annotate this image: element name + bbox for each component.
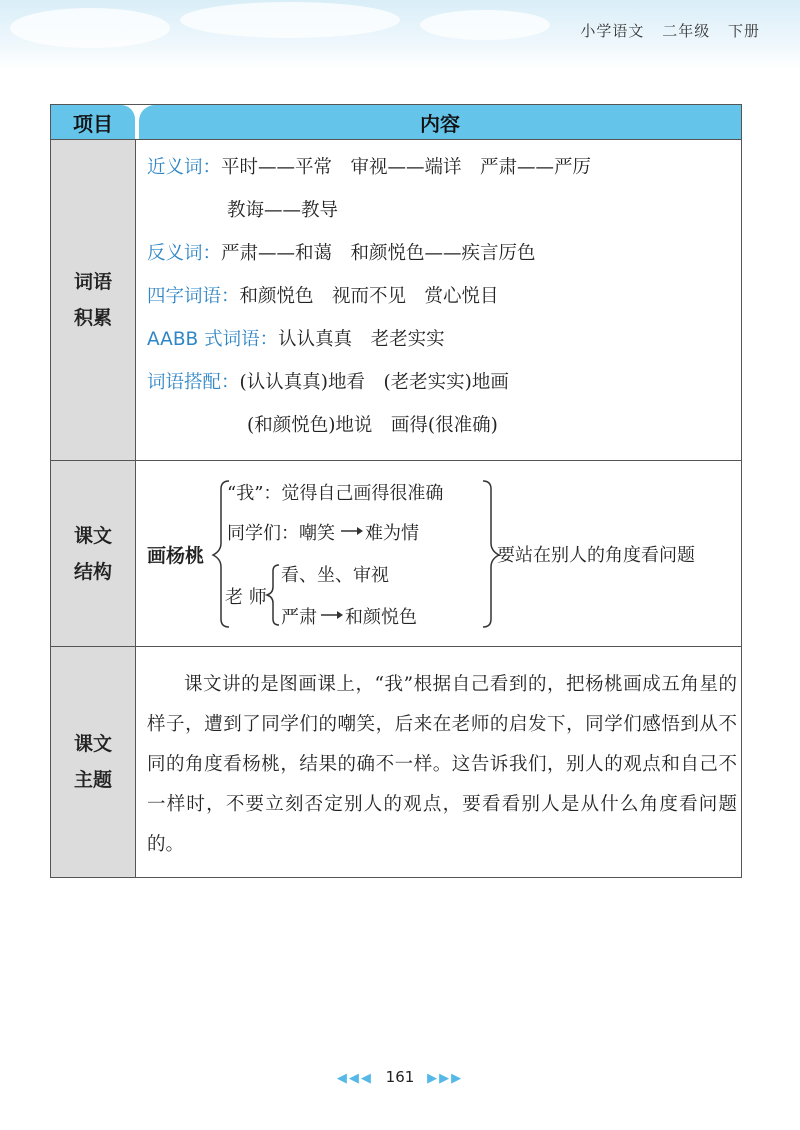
antonyms-label: 反义词 [147,243,203,264]
synonyms-text: 平时——平常 审视——端详 严肃——严厉 [221,157,592,178]
synonyms-line: 近义词：平时——平常 审视——端详 严肃——严厉 [147,157,592,178]
structure-teacher-from: 严肃 [281,607,317,628]
structure-conclusion: 要站在别人的角度看问题 [497,545,695,566]
header-subject: 小学语文 [580,22,645,40]
page-footer [0,1068,800,1086]
aabb-text: 认认真真 老老实实 [278,329,445,350]
row-label-theme-1: 课文 [73,733,112,755]
idioms-text: 和颜悦色 视而不见 赏心悦目 [239,286,499,307]
right-arrows-icon: ▶▶▶ [427,1071,464,1086]
page-number: 161 [385,1068,415,1086]
structure-teacher-to: 和颜悦色 [345,607,417,628]
structure-teacher-actions: 看、坐、审视 [281,565,389,586]
synonyms-line-2: 教诲——教导 [227,200,339,221]
structure-me: “我”：觉得自己画得很准确 [227,483,444,504]
column-header-content: 内容 [139,105,741,139]
antonyms-text: 严肃——和蔼 和颜悦色——疾言厉色 [221,243,536,264]
header-volume: 下册 [727,22,760,40]
theme-content [147,665,737,865]
structure-classmates: 同学们：嘲笑 [227,523,335,544]
collocation-line: 词语搭配：(认认真真)地看 (老老实实)地画 [147,372,509,393]
idioms-line: 四字词语：和颜悦色 视而不见 赏心悦目 [147,286,499,307]
collocation-label: 词语搭配 [147,372,222,393]
row-label-structure-1: 课文 [73,524,112,547]
row-label-vocab-1: 词语 [73,271,112,293]
summary-table [50,104,742,878]
collocation-text: (认认真真)地看 (老老实实)地画 [239,372,509,393]
row-label-theme-2: 主题 [73,769,112,791]
header-grade: 二年级 [662,22,711,40]
synonyms-label: 近义词 [147,157,203,178]
structure-teacher: 老 师 [225,587,267,608]
page-header [568,20,760,41]
column-header-item: 项目 [51,105,135,139]
antonyms-line: 反义词：严肃——和蔼 和颜悦色——疾言厉色 [147,243,536,264]
theme-paragraph: 课文讲的是图画课上，“我”根据自己看到的，把杨桃画成五角星的样子，遭到了同学们的嘲笑，后来在老师的启发下，同学们感悟到从不同的角度看杨桃，结果的确不一样。这告诉我们，别人的观点和自己不一样时，不要立刻否定别人的观点，要看看别人是从什么角度看问题的。 [147,674,737,855]
row-label-structure-2: 结构 [73,560,112,583]
collocation-line-2: (和颜悦色)地说 画得(很准确) [247,415,498,436]
row-label-vocab-2: 积累 [73,307,112,329]
structure-classmates-after: 难为情 [365,523,419,544]
aabb-line: AABB 式词语：认认真真 老老实实 [147,329,445,350]
structure-title: 画杨桃 [147,545,205,567]
aabb-label: AABB 式词语 [147,329,260,350]
idioms-label: 四字词语 [147,286,222,307]
left-arrows-icon: ◀◀◀ [336,1071,373,1086]
